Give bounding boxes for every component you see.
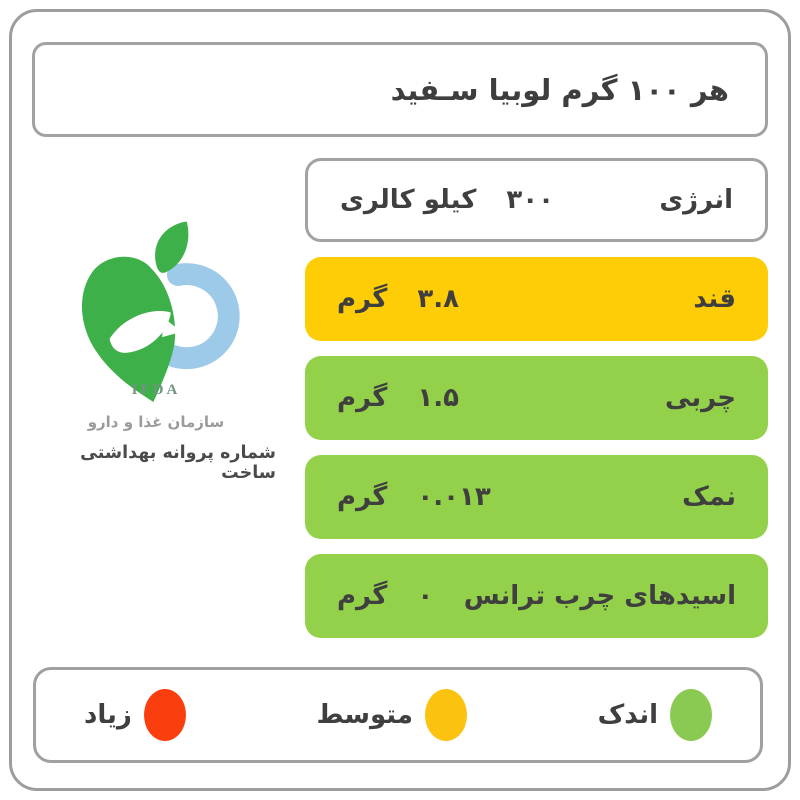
row-fat-value: ۱.۵ xyxy=(417,383,459,413)
row-transfat xyxy=(305,554,768,638)
row-fat-unit: گرم xyxy=(337,383,388,413)
row-energy-unit: کیلو کالری xyxy=(340,185,477,215)
row-salt-unit: گرم xyxy=(337,482,388,512)
row-transfat-value: ۰ xyxy=(417,581,434,611)
header-box xyxy=(32,42,768,137)
row-sugar-value: ۳.۸ xyxy=(417,284,459,314)
row-transfat-label: اسیدهای چرب ترانس xyxy=(463,581,736,611)
high-level-dot-icon xyxy=(144,689,186,741)
legend-box xyxy=(33,667,763,763)
legend-item-medium xyxy=(317,689,467,741)
organization-name: سازمان غذا و دارو xyxy=(87,413,225,431)
row-energy-value: ۳۰۰ xyxy=(506,185,554,215)
row-sugar-unit: گرم xyxy=(337,284,388,314)
row-sugar-label: قند xyxy=(693,284,736,314)
ifda-logo-block xyxy=(36,218,276,483)
row-salt-value: ۰.۰۱۳ xyxy=(417,482,491,512)
row-fat-label: چربی xyxy=(665,383,736,413)
license-caption: شماره پروانه بهداشتی ساخت xyxy=(80,443,276,483)
row-sugar xyxy=(305,257,768,341)
row-transfat-unit: گرم xyxy=(337,581,388,611)
legend-item-high xyxy=(84,689,186,741)
legend-high-label: زیاد xyxy=(84,700,132,730)
low-level-dot-icon xyxy=(670,689,712,741)
ifda-apple-logo-icon xyxy=(53,218,259,402)
row-salt-label: نمک xyxy=(682,482,736,512)
row-salt xyxy=(305,455,768,539)
legend-item-low xyxy=(598,689,712,741)
ifda-acronym: IFDA xyxy=(131,382,181,398)
medium-level-dot-icon xyxy=(425,689,467,741)
legend-low-label: اندک xyxy=(597,700,658,730)
nutrition-rows xyxy=(305,158,768,638)
row-fat xyxy=(305,356,768,440)
page-title: هر ۱۰۰ گرم لوبیا سـفید xyxy=(390,72,729,107)
row-energy xyxy=(305,158,768,242)
legend-medium-label: متوسط xyxy=(316,700,413,730)
row-energy-label: انرژی xyxy=(659,185,733,215)
